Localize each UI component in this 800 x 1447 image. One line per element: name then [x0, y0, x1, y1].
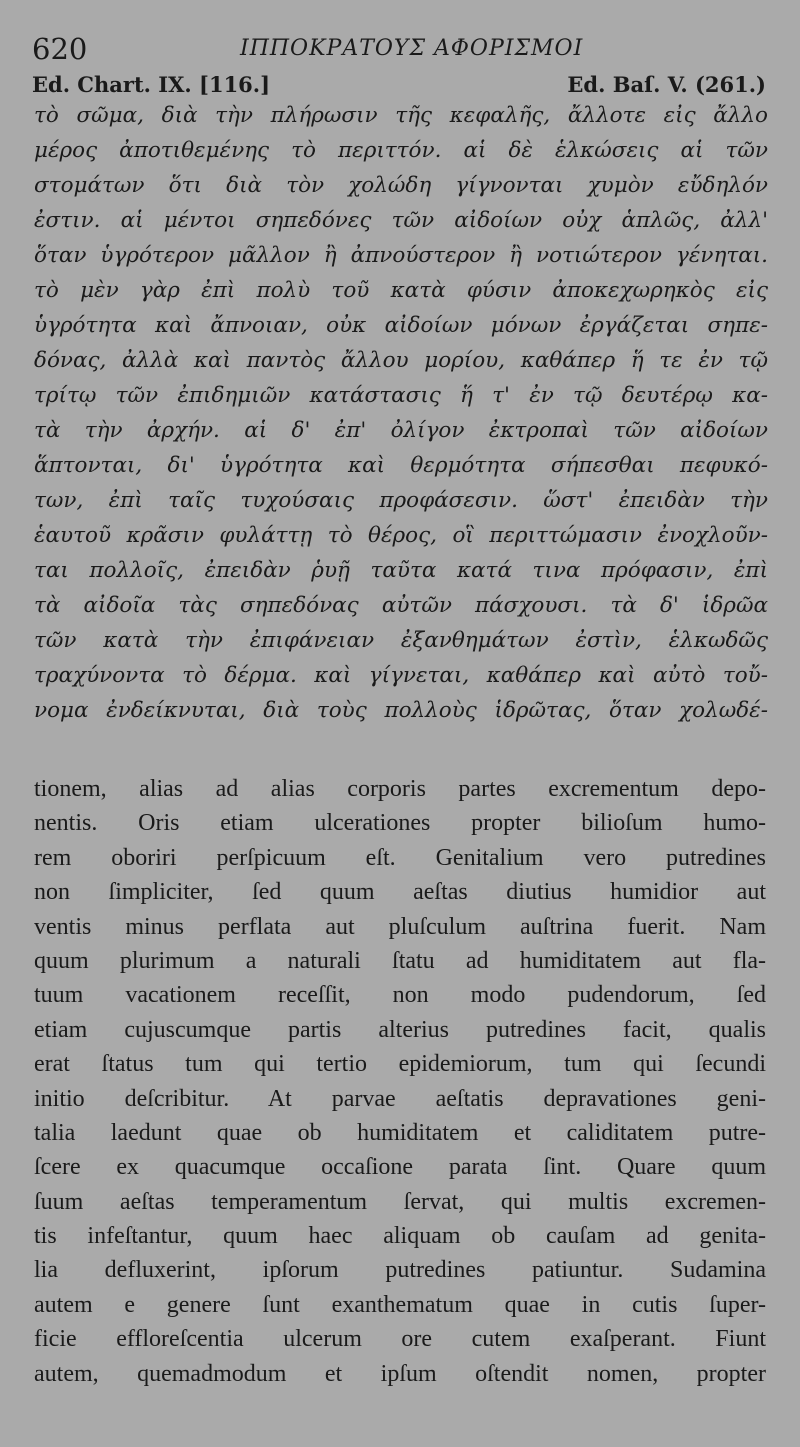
greek-text-line: ὑγρότητα καὶ ἄπνοιαν, οὐκ αἰδοίων μόνων ἐργάζεται σηπε-	[34, 313, 768, 338]
greek-text-line: ἅπτονται, δι' ὑγρότητα καὶ θερμότητα σήπεσθαι πεφυκό-	[34, 453, 768, 478]
latin-text-line: quum plurimum a naturali ſtatu ad humiditatem aut fla-	[34, 947, 766, 974]
greek-text-line: ἐστιν. αἱ μέντοι σηπεδόνες τῶν αἰδοίων οὐχ ἁπλῶς, ἀλλ'	[34, 208, 768, 233]
latin-text-line: autem e genere ſunt exanthematum quae in cutis ſuper-	[34, 1291, 766, 1318]
greek-text-block	[34, 98, 768, 728]
running-title: ΙΠΠΟΚΡΑΤΟΥΣ ΑΦΟΡΙΣΜΟΙ	[240, 36, 584, 61]
latin-text-line: erat ſtatus tum qui tertio epidemiorum, tum qui ſecundi	[34, 1051, 766, 1078]
latin-text-line: initio deſcribitur. At parvae aeſtatis depravationes geni-	[34, 1085, 766, 1112]
greek-text-line: τρίτῳ τῶν ἐπιδημιῶν κατάστασις ἥ τ' ἐν τῷ δευτέρῳ κα-	[34, 383, 768, 408]
greek-text-line: τὰ αἰδοῖα τὰς σηπεδόνας αὐτῶν πάσχουσι. τὰ δ' ἱδρῶα	[34, 593, 768, 618]
edition-chart-reference: Ed. Chart. IX. [116.]	[32, 72, 271, 97]
edition-references	[32, 72, 770, 98]
latin-text-block	[34, 772, 766, 1391]
page-header	[30, 30, 770, 70]
latin-text-line: ſuum aeſtas temperamentum ſervat, qui multis excremen-	[34, 1188, 766, 1215]
latin-text-line: ventis minus perflata aut pluſculum auſtrina fuerit. Nam	[34, 913, 766, 940]
greek-text-line: τὸ μὲν γὰρ ἐπὶ πολὺ τοῦ κατὰ φύσιν ἀποκεχωρηκὸς εἰς	[34, 278, 768, 303]
greek-text-line: νομα ἐνδείκνυται, διὰ τοὺς πολλοὺς ἱδρῶτας, ὅταν χολωδέ-	[34, 698, 768, 723]
latin-text-line: talia laedunt quae ob humiditatem et caliditatem putre-	[34, 1119, 766, 1146]
latin-text-line: autem, quemadmodum et ipſum oſtendit nomen, propter	[34, 1360, 766, 1387]
latin-text-line: rem oboriri perſpicuum eſt. Genitalium vero putredines	[34, 844, 766, 871]
greek-text-line: ὅταν ὑγρότερον μᾶλλον ἢ ἀπνούστερον ἢ νοτιώτερον γένηται.	[34, 243, 768, 268]
edition-basel-reference: Ed. Baſ. V. (261.)	[567, 72, 766, 97]
greek-text-line: τραχύνοντα τὸ δέρμα. καὶ γίγνεται, καθάπερ καὶ αὐτὸ τοὔ-	[34, 663, 768, 688]
greek-text-line: ἑαυτοῦ κρᾶσιν φυλάττῃ τὸ θέρος, οἳ περιττώμασιν ἐνοχλοῦν-	[34, 523, 768, 548]
latin-text-line: nentis. Oris etiam ulcerationes propter bilioſum humo-	[34, 810, 766, 837]
greek-text-line: τὸ σῶμα, διὰ τὴν πλήρωσιν τῆς κεφαλῆς, ἄλλοτε εἰς ἄλλο	[34, 103, 768, 128]
latin-text-line: tis infeſtantur, quum haec aliquam ob cauſam ad genita-	[34, 1223, 766, 1250]
latin-text-line: tuum vacationem receſſit, non modo pudendorum, ſed	[34, 982, 766, 1009]
page-number: 620	[32, 32, 88, 66]
latin-text-line: tionem, alias ad alias corporis partes excrementum depo-	[34, 776, 766, 802]
greek-text-line: στομάτων ὅτι διὰ τὸν χολώδη γίγνονται χυμὸν εὔδηλόν	[34, 173, 768, 198]
latin-text-line: ficie effloreſcentia ulcerum ore cutem exaſperant. Fiunt	[34, 1326, 766, 1353]
greek-text-line: ται πολλοῖς, ἐπειδὰν ῥυῇ ταῦτα κατά τινα πρόφασιν, ἐπὶ	[34, 558, 768, 583]
latin-text-line: etiam cujuscumque partis alterius putredines facit, qualis	[34, 1016, 766, 1043]
greek-text-line: δόνας, ἀλλὰ καὶ παντὸς ἄλλου μορίου, καθάπερ ἥ τε ἐν τῷ	[34, 348, 768, 373]
greek-text-line: τῶν κατὰ τὴν ἐπιφάνειαν ἐξανθημάτων ἐστὶν, ἑλκωδῶς	[34, 628, 768, 653]
latin-text-line: lia defluxerint, ipſorum putredines patiuntur. Sudamina	[34, 1257, 766, 1284]
greek-text-line: των, ἐπὶ ταῖς τυχούσαις προφάσεσιν. ὥστ' ἐπειδὰν τὴν	[34, 488, 768, 513]
latin-text-line: non ſimpliciter, ſed quum aeſtas diutius humidior aut	[34, 879, 766, 906]
greek-text-line: μέρος ἀποτιθεμένης τὸ περιττόν. αἱ δὲ ἑλκώσεις αἱ τῶν	[34, 138, 768, 163]
latin-text-line: ſcere ex quacumque occaſione parata ſint. Quare quum	[34, 1154, 766, 1181]
greek-text-line: τὰ τὴν ἀρχήν. αἱ δ' ἐπ' ὀλίγον ἐκτροπαὶ τῶν αἰδοίων	[34, 418, 768, 443]
